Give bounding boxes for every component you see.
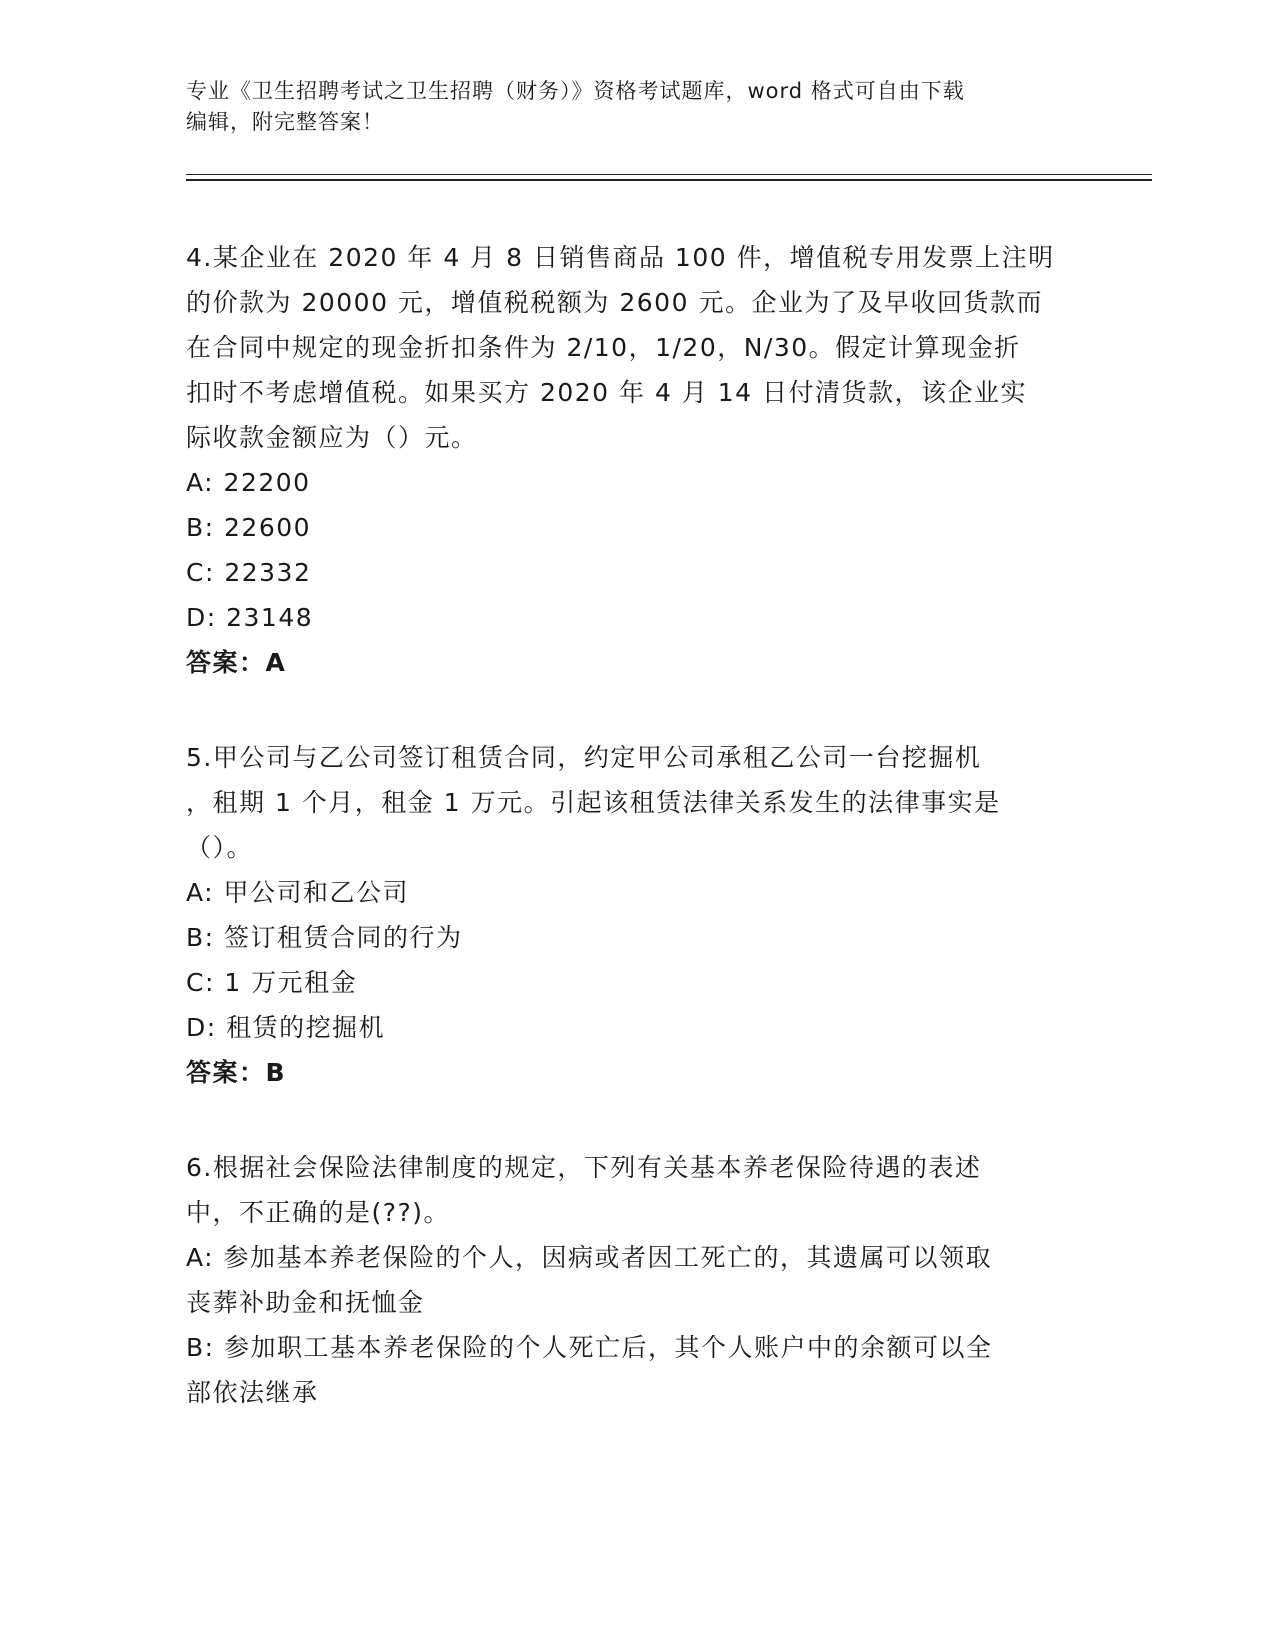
- option-a-line-2: 丧葬补助金和抚恤金: [186, 1288, 425, 1317]
- question-stem: [186, 1145, 1066, 1235]
- header-rule-thick: [186, 179, 1152, 181]
- header-line-1: 专业《卫生招聘考试之卫生招聘（财务）》资格考试题库，word 格式可自由下载: [186, 79, 965, 103]
- answer: 答案：A: [186, 648, 287, 677]
- stem-line: 的价款为 20000 元，增值税税额为 2600 元。企业为了及早收回货款而: [186, 288, 1043, 317]
- option-b-line-1: B: 参加职工基本养老保险的个人死亡后，其个人账户中的余额可以全: [186, 1333, 993, 1362]
- header-rule-thin: [186, 174, 1152, 175]
- question-stem: [186, 735, 1066, 870]
- stem-line: （）。: [186, 833, 254, 862]
- option-b: B: 签订租赁合同的行为: [186, 923, 463, 952]
- stem-line: 4.某企业在 2020 年 4 月 8 日销售商品 100 件，增值税专用发票上注明: [186, 243, 1055, 272]
- option-a: A: 甲公司和乙公司: [186, 878, 410, 907]
- stem-line: 5.甲公司与乙公司签订租赁合同，约定甲公司承租乙公司一台挖掘机: [186, 743, 982, 772]
- question-5: [186, 735, 1066, 1095]
- header-line-2: 编辑，附完整答案！: [186, 110, 384, 134]
- answer: 答案：B: [186, 1058, 287, 1087]
- option-d: D: 租赁的挖掘机: [186, 1013, 386, 1042]
- stem-line: 中，不正确的是(??)。: [186, 1198, 451, 1227]
- option-b: B: 22600: [186, 513, 312, 542]
- option-a: A: 22200: [186, 468, 311, 497]
- option-c: C: 1 万元租金: [186, 968, 358, 997]
- document-header: [186, 76, 1066, 138]
- question-4: [186, 235, 1066, 685]
- stem-line: 6.根据社会保险法律制度的规定，下列有关基本养老保险待遇的表述: [186, 1153, 982, 1182]
- question-stem: [186, 235, 1066, 460]
- option-b-line-2: 部依法继承: [186, 1378, 319, 1407]
- stem-line: 扣时不考虑增值税。如果买方 2020 年 4 月 14 日付清货款，该企业实: [186, 378, 1028, 407]
- option-a-line-1: A: 参加基本养老保险的个人，因病或者因工死亡的，其遗属可以领取: [186, 1243, 993, 1272]
- stem-line: 在合同中规定的现金折扣条件为 2/10，1/20，N/30。假定计算现金折: [186, 333, 1021, 362]
- question-6: [186, 1145, 1066, 1415]
- option-c: C: 22332: [186, 558, 312, 587]
- stem-line: ，租期 1 个月，租金 1 万元。引起该租赁法律关系发生的法律事实是: [186, 788, 1001, 817]
- option-d: D: 23148: [186, 603, 314, 632]
- stem-line: 际收款金额应为（）元。: [186, 423, 478, 452]
